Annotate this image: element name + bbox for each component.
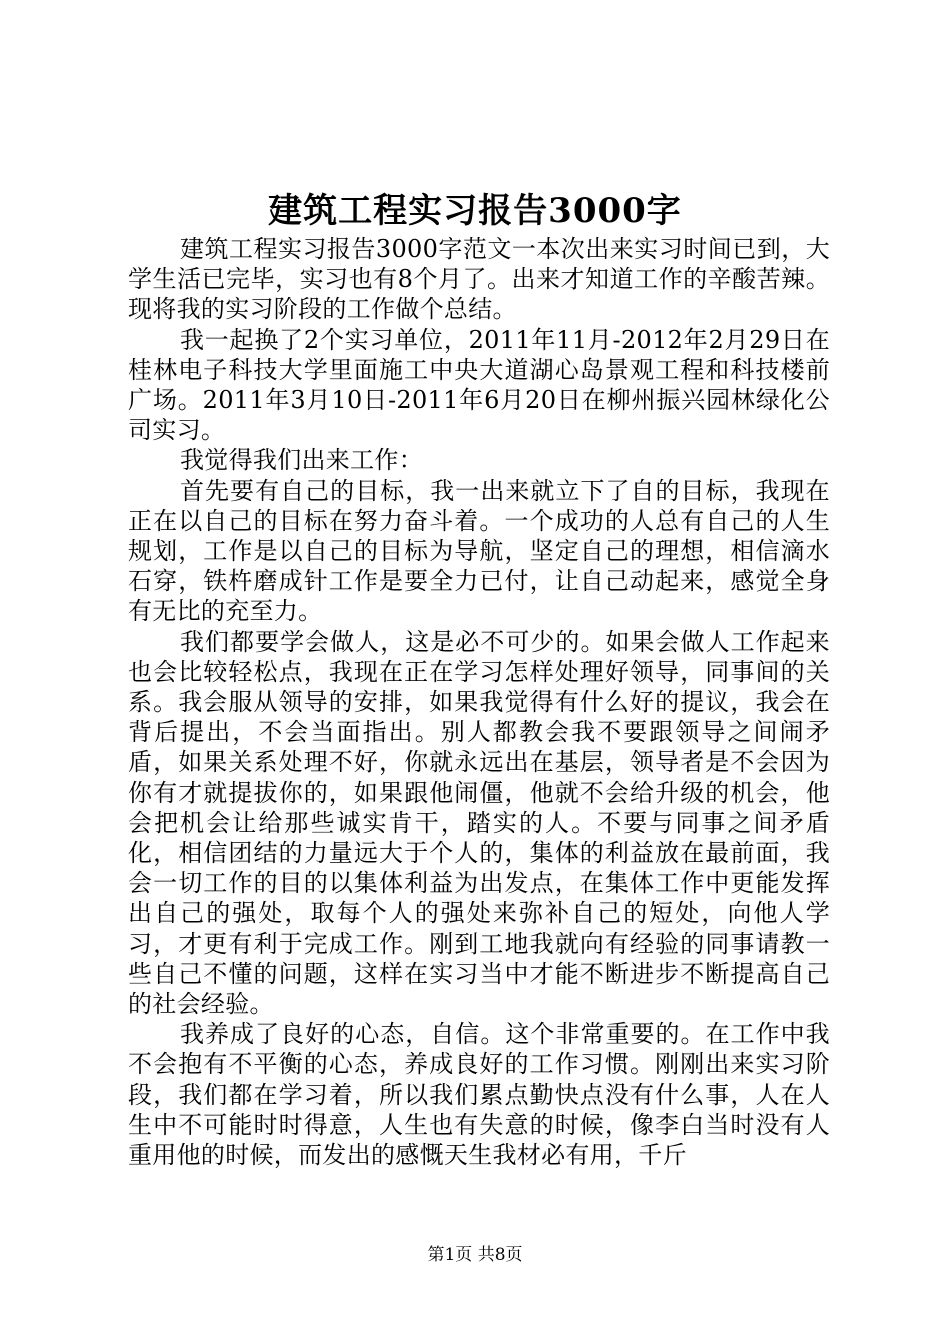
page-number-footer: 第1页 共8页 [427,1245,523,1265]
paragraph-internship-units: 我一起换了2个实习单位，2011年11月-2012年2月29日在桂林电子科技大学里面施工中央大道湖心岛景观工程和科技楼前广场。2011年3月10日-2011年6月20日在柳州振兴园林绿化公司实习。 [128,325,830,445]
document-body [128,234,830,1170]
paragraph-work-thoughts: 我觉得我们出来工作： [180,446,423,475]
paragraph-goals: 首先要有自己的目标，我一出来就立下了自的目标，我现在正在以自己的目标在努力奋斗着。一个成功的人总有自己的人生规划，工作是以自己的目标为导航，坚定自己的理想，相信滴水石穿，铁杵磨成针工作是要全力已付，让自己动起来，感觉全身有无比的充至力。 [128,476,830,626]
document-title: 建筑工程实习报告3000字 [268,191,682,231]
paragraph-conduct: 我们都要学会做人，这是必不可少的。如果会做人工作起来也会比较轻松点，我现在正在学习怎样处理好领导，同事间的关系。我会服从领导的安排，如果我觉得有什么好的提议，我会在背后提出，不会当面指出。别人都教会我不要跟领导之间闹矛盾，如果关系处理不好，你就永远出在基层，领导者是不会因为你有才就提拔你的，如果跟他闹僵，他就不会给升级的机会，他会把机会让给那些诚实肯干，踏实的人。不要与同事之间矛盾化，相信团结的力量远大于个人的，集体的利益放在最前面，我会一切工作的目的以集体利益为出发点，在集体工作中更能发挥出自己的强处，取每个人的强处来弥补自己的短处，向他人学习，才更有利于完成工作。刚到工地我就向有经验的同事请教一些自己不懂的问题，这样在实习当中才能不断进步不断提高自己的社会经验。 [128,627,830,1019]
paragraph-intro: 建筑工程实习报告3000字范文一本次出来实习时间已到，大学生活已完毕，实习也有8个月了。出来才知道工作的辛酸苦辣。现将我的实习阶段的工作做个总结。 [128,235,830,324]
paragraph-attitude: 我养成了良好的心态，自信。这个非常重要的。在工作中我不会抱有不平衡的心态，养成良好的工作习惯。刚刚出来实习阶段，我们都在学习着，所以我们累点勤快点没有什么事，人在人生中不可能时时得意，人生也有失意的时候，像李白当时没有人重用他的时候，而发出的感慨天生我材必有用，千斤 [128,1020,830,1170]
